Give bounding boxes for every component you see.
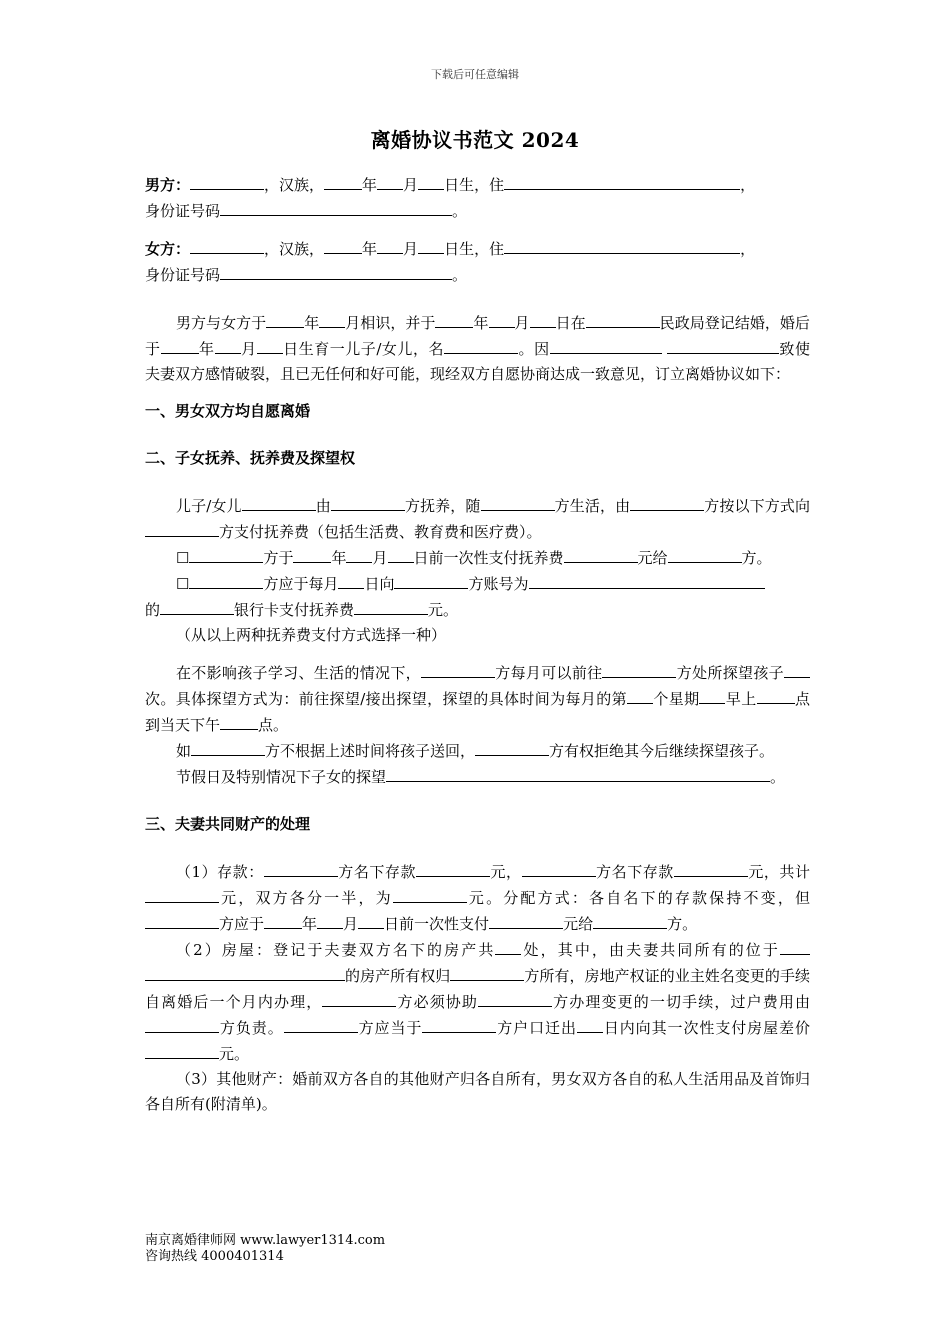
blank-field[interactable] <box>699 686 725 704</box>
blank-field[interactable] <box>386 764 770 782</box>
blank-field[interactable] <box>266 310 304 328</box>
blank-field[interactable] <box>145 519 219 537</box>
blank-field[interactable] <box>444 336 518 354</box>
checkbox-option-2[interactable]: ☐ <box>176 575 190 593</box>
blank-field[interactable] <box>160 597 234 615</box>
blank-field[interactable] <box>489 310 515 328</box>
blank-field[interactable] <box>322 989 396 1007</box>
blank-field[interactable] <box>191 738 265 756</box>
blank-field[interactable] <box>577 1015 603 1033</box>
blank-field[interactable] <box>522 859 596 877</box>
other-property-paragraph: （3）其他财产：婚前双方各自的其他财产归各自所有，男女双方各自的私人生活用品及首饰归各自所有(附清单)。 <box>145 1070 810 1113</box>
deposit-paragraph: （1）存款： 方名下存款 元， 方名下存款 元，共计元，双方各分一半，为 元。分配方式：各自名下的存款保持不变，但方应于 年 月 日前一次性支付 元给 方。 <box>145 859 810 937</box>
footer-hotline: 咨询热线 4000401314 <box>145 1249 284 1264</box>
blank-field[interactable] <box>331 493 405 511</box>
blank-field[interactable] <box>189 571 263 589</box>
blank-field[interactable] <box>416 859 490 877</box>
man-info: 男方： ，汉族， 年 月 日生，住 ， 身份证号码 。 <box>145 172 810 224</box>
blank-field[interactable] <box>450 963 524 981</box>
blank-field[interactable] <box>377 236 403 254</box>
blank-field[interactable] <box>317 911 343 929</box>
blank-field[interactable] <box>784 660 810 678</box>
payment-option-2: ☐ 方应于每月 日向 方账号为 的 银行卡支付抚养费 元。 <box>145 571 810 623</box>
header-note: 下载后可任意编辑 <box>431 68 519 81</box>
blank-field[interactable] <box>478 989 552 1007</box>
blank-field[interactable] <box>338 571 364 589</box>
blank-field[interactable] <box>293 545 331 563</box>
blank-field[interactable] <box>668 545 742 563</box>
blank-field[interactable] <box>319 310 345 328</box>
blank-field[interactable] <box>630 493 704 511</box>
blank-field[interactable] <box>264 911 302 929</box>
section-heading-3: 三、夫妻共同财产的处理 <box>145 815 311 833</box>
blank-field[interactable] <box>324 236 362 254</box>
blank-field[interactable] <box>418 172 444 190</box>
section-heading-2: 二、子女抚养、抚养费及探望权 <box>145 449 356 467</box>
blank-field[interactable] <box>220 262 452 280</box>
blank-field[interactable] <box>530 310 556 328</box>
blank-field[interactable] <box>780 937 810 955</box>
blank-field[interactable] <box>564 545 638 563</box>
checkbox-option-1[interactable]: ☐ <box>176 549 190 567</box>
blank-field[interactable] <box>377 172 403 190</box>
blank-field[interactable] <box>220 712 258 730</box>
blank-field[interactable] <box>358 911 384 929</box>
payment-option-note: （从以上两种抚养费支付方式选择一种） <box>176 626 447 644</box>
footer <box>145 1233 385 1265</box>
blank-field[interactable] <box>264 859 338 877</box>
blank-field[interactable] <box>481 493 555 511</box>
blank-field[interactable] <box>529 571 765 589</box>
blank-field[interactable] <box>354 597 428 615</box>
blank-field[interactable] <box>145 885 219 903</box>
blank-field[interactable] <box>145 1041 219 1059</box>
blank-field[interactable] <box>257 336 283 354</box>
refusal-paragraph: 如 方不根据上述时间将孩子送回， 方有权拒绝其今后继续探望孩子。 <box>145 738 810 764</box>
house-paragraph: （2）房屋：登记于夫妻双方名下的房产共 处，其中，由夫妻共同所有的位于 的房产所有权归 方所有，房地产权证的业主姓名变更的手续自离婚后一个月内办理， 方必须协助 方办理变更的一切手续，过户费用由方负责。 方应当于 方户口迁出 日内向其一次性支付房屋差价元。 <box>145 937 810 1067</box>
man-label: 男方： <box>145 176 191 194</box>
woman-info: 女方： ，汉族， 年 月 日生，住 ， 身份证号码 。 <box>145 236 810 288</box>
blank-field[interactable] <box>393 885 467 903</box>
blank-field[interactable] <box>189 545 263 563</box>
blank-field[interactable] <box>190 236 264 254</box>
blank-field[interactable] <box>242 493 316 511</box>
blank-field[interactable] <box>421 660 495 678</box>
page-title: 离婚协议书范文 2024 <box>370 128 580 152</box>
blank-field[interactable] <box>757 686 795 704</box>
blank-field[interactable] <box>215 336 241 354</box>
document-body <box>145 172 810 1117</box>
blank-field[interactable] <box>550 336 662 354</box>
blank-field[interactable] <box>145 911 219 929</box>
blank-field[interactable] <box>161 336 199 354</box>
blank-field[interactable] <box>674 859 748 877</box>
visitation-paragraph: 在不影响孩子学习、生活的情况下， 方每月可以前往 方处所探望孩子次。具体探望方式为：前往探望/接出探望，探望的具体时间为每月的第 个星期 早上 点到当天下午 点。 <box>145 660 810 738</box>
woman-label: 女方： <box>145 240 191 258</box>
blank-field[interactable] <box>324 172 362 190</box>
blank-field[interactable] <box>422 1015 496 1033</box>
blank-field[interactable] <box>627 686 653 704</box>
blank-field[interactable] <box>586 310 660 328</box>
payment-option-1: ☐ 方于 年 月 日前一次性支付抚养费 元给 方。 <box>145 545 810 571</box>
blank-field[interactable] <box>346 545 372 563</box>
blank-field[interactable] <box>388 545 414 563</box>
intro-paragraph: 男方与女方于 年 月相识，并于 年 月 日在 民政局登记结婚，婚后于 年 月 日生育一儿子/女儿，名 。因 致使夫妻双方感情破裂，且已无任何和好可能，现经双方自愿协商达成一致意见，订立离婚协议如下： <box>145 310 810 387</box>
blank-field[interactable] <box>418 236 444 254</box>
blank-field[interactable] <box>394 571 468 589</box>
holiday-paragraph: 节假日及特别情况下子女的探望 。 <box>145 764 810 790</box>
blank-field[interactable] <box>495 937 521 955</box>
blank-field[interactable] <box>504 236 740 254</box>
blank-field[interactable] <box>602 660 676 678</box>
blank-field[interactable] <box>145 963 345 981</box>
footer-website: 南京离婚律师网 www.lawyer1314.com <box>145 1233 386 1248</box>
blank-field[interactable] <box>475 738 549 756</box>
blank-field[interactable] <box>220 198 452 216</box>
blank-field[interactable] <box>190 172 264 190</box>
custody-paragraph: 儿子/女儿 由 方抚养，随 方生活，由 方按以下方式向方支付抚养费（包括生活费、教育费和医疗费）。 <box>145 493 810 545</box>
blank-field[interactable] <box>284 1015 358 1033</box>
blank-field[interactable] <box>593 911 667 929</box>
blank-field[interactable] <box>504 172 740 190</box>
section-heading-1: 一、男女双方均自愿离婚 <box>145 402 311 420</box>
blank-field[interactable] <box>667 336 779 354</box>
blank-field[interactable] <box>145 1015 219 1033</box>
blank-field[interactable] <box>489 911 563 929</box>
blank-field[interactable] <box>435 310 473 328</box>
